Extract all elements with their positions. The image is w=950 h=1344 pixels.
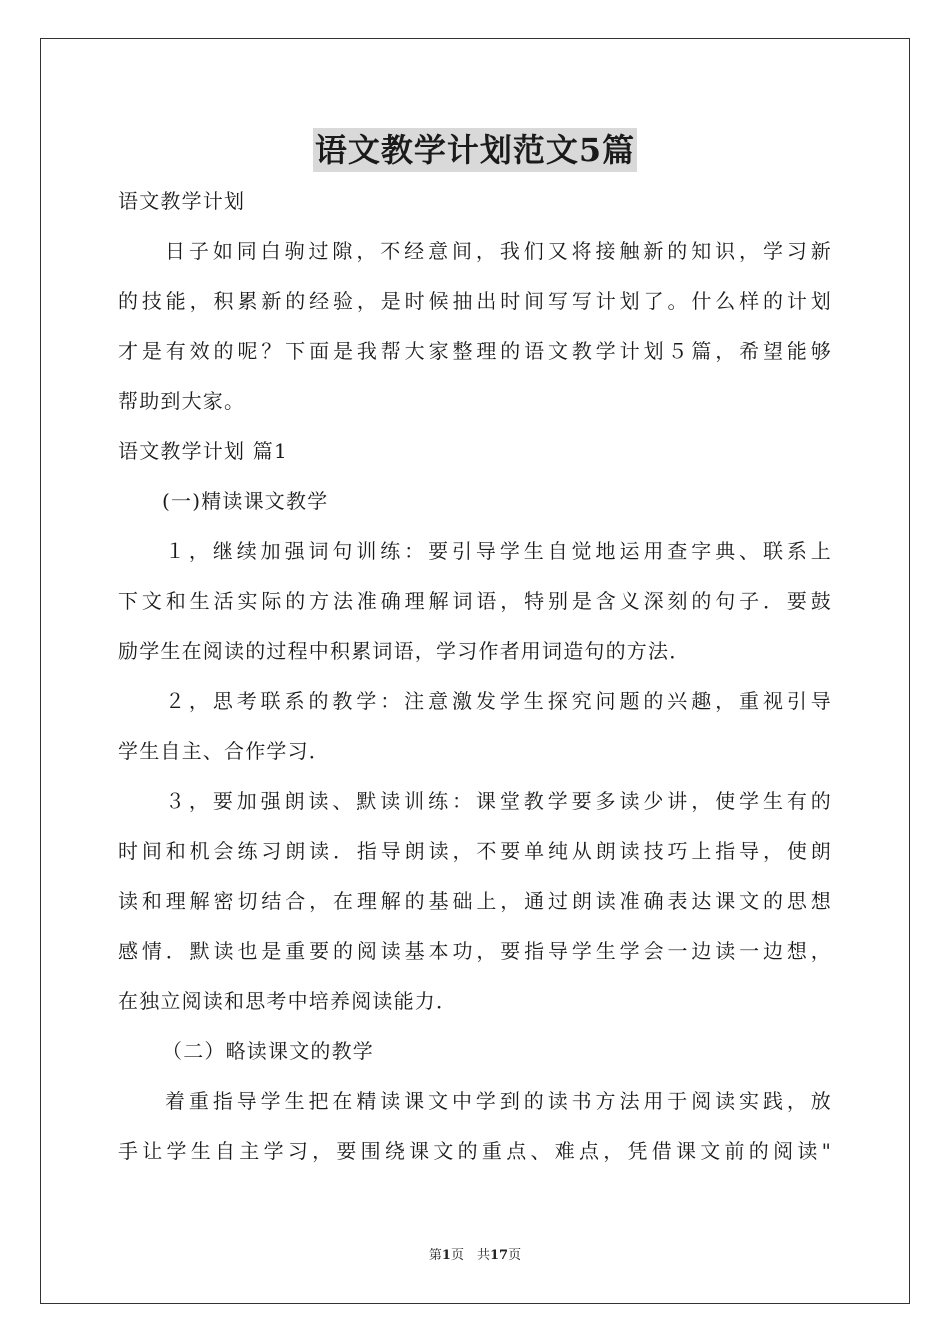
paragraph-line: 着重指导学生把在精读课文中学到的读书方法用于阅读实践，放 [165,1089,832,1113]
section-heading: 语文教学计划 篇1 [118,439,288,463]
paragraph-line: 的技能，积累新的经验，是时候抽出时间写写计划了。什么样的计划 [118,289,832,313]
footer-mid: 页 共 [450,1248,490,1263]
paragraph-line: 读和理解密切结合，在理解的基础上，通过朗读准确表达课文的思想 [118,889,832,913]
document-title: 语文教学计划范文5篇 [313,128,637,172]
footer-suffix: 页 [508,1248,522,1263]
paragraph-line: ３，要加强朗读、默读训练：课堂教学要多读少讲，使学生有的 [165,789,832,813]
page-footer [0,1246,950,1266]
paragraph-line: 才是有效的呢？下面是我帮大家整理的语文教学计划５篇，希望能够 [118,339,832,363]
subsection-heading: (一)精读课文教学 [162,489,329,513]
current-page-number: 1 [441,1248,451,1263]
paragraph-line: 手让学生自主学习，要围绕课文的重点、难点，凭借课文前的阅读" [118,1139,832,1163]
section-heading: 语文教学计划 [118,189,246,213]
document-body [118,176,832,1176]
paragraph-line: 在独立阅读和思考中培养阅读能力． [118,989,458,1013]
paragraph-line: 日子如同白驹过隙，不经意间，我们又将接触新的知识，学习新 [165,239,832,263]
total-page-number: 17 [489,1248,509,1263]
title-container [0,128,950,172]
paragraph-line: 时间和机会练习朗读．指导朗读，不要单纯从朗读技巧上指导，使朗 [118,839,832,863]
footer-prefix: 第 [428,1248,442,1263]
paragraph-line: 励学生在阅读的过程中积累词语，学习作者用词造句的方法． [118,639,691,663]
paragraph-line: 感情．默读也是重要的阅读基本功，要指导学生学会一边读一边想， [118,939,832,963]
subsection-heading: （二）略读课文的教学 [162,1039,374,1063]
paragraph-line: 下文和生活实际的方法准确理解词语，特别是含义深刻的句子．要鼓 [118,589,832,613]
paragraph-line: 帮助到大家。 [118,389,246,413]
paragraph-line: 学生自主、合作学习． [118,739,330,763]
paragraph-line: １，继续加强词句训练：要引导学生自觉地运用查字典、联系上 [165,539,832,563]
paragraph-line: ２，思考联系的教学：注意激发学生探究问题的兴趣，重视引导 [165,689,832,713]
